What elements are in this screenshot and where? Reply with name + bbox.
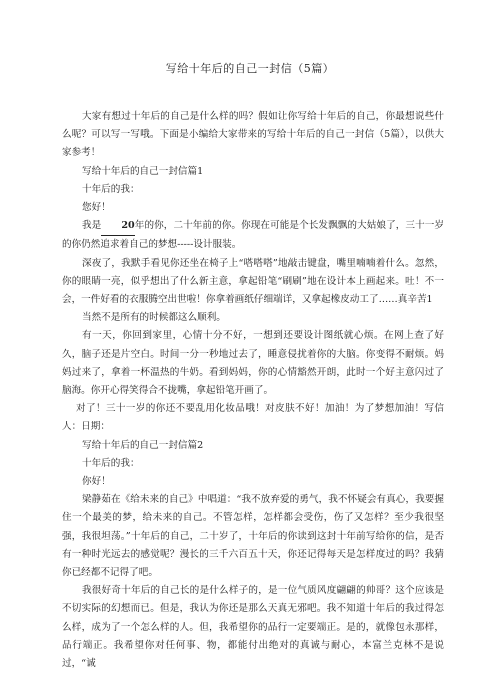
letter1-paragraph-3: 当然不是所有的时候都这么顺利。 <box>82 312 226 324</box>
letter2-greeting: 你好！ <box>82 476 111 488</box>
letter1-greeting: 您好！ <box>82 202 111 214</box>
letter1-paragraph-5: 对了！三十一岁的你还不要乱用化妆品哦！对皮肤不好！加油！为了梦想加油！写信人：日期： <box>62 403 444 433</box>
letter2-salutation: 十年后的我： <box>82 457 140 469</box>
letter1-paragraph-1 <box>62 217 444 254</box>
year-blank: 20 <box>101 217 134 236</box>
letter1-paragraph-2: 深夜了，我默手看见你还坐在椅子上“嗒嗒嗒”地敲击键盘，嘴里喃喃着什么。忽然，你的眼睛一亮，似乎想出了什么新主意，拿起铅笔“刷刷”地在设计本上画起来。吐！不一会，一件好看的衣服腾空出世啦！你拿着画纸仔细端详，又拿起橡皮动工了……真辛苦1 <box>62 257 444 306</box>
letter1-paragraph-4: 有一天，你回到家里，心情十分不好，一想到还要设计图纸就心烦。在网上查了好久，脑子还是片空白。时间一分一秒地过去了，睡意侵扰着你的大脑。你变得不耐烦。妈妈过来了，拿着一杯温热的牛奶。看到妈妈，你的心情豁然开朗，此时一个好主意闪过了脑海。你开心得笑得合不拢嘴，拿起铅笔开画了。 <box>62 330 444 397</box>
letter1-salutation: 十年后的我： <box>82 183 140 195</box>
intro-paragraph: 大家有想过十年后的自己是什么样的吗？假如让你写给十年后的自己，你最想说些什么呢？可以写一写哦。下面是小编给大家带来的写给十年后的自己一封信（5篇），以供大家参考！ <box>62 111 444 159</box>
letter1-p1-after: 年的你，二十年前的你。你现在可能是个长发飘飘的大姑娘了，三十一岁的你仍然追求着自己的梦想-----设计服装。 <box>62 220 445 251</box>
letter2-paragraph-2: 我很好奇十年后的自己长的是什么样子的，是一位气质风度翩翩的帅哥？这个应该是不切实际的幻想而已。但是，我认为你还是那么天真无邪吧。我不知道十年后的我过得怎么样，成为了一个怎么样的人。但，我希望你的品行一定要端正。是的，就像包永那样，品行端正。我希望你对任何事、物，都能付出绝对的真诚与耐心，本富兰克林不是说过，“诚 <box>62 585 444 670</box>
document-body <box>62 108 444 673</box>
letter2-heading: 写给十年后的自己一封信篇2 <box>82 439 204 451</box>
letter2-paragraph-1: 梁静茹在《给未来的自己》中唱道：“我不放弃爱的勇气，我不怀疑会有真心，我要握住一个最美的梦，给未来的自己。不管怎样，怎样都会受伤，伤了又怎样？至少我很坚强，我很坦荡。”十年后的自己，二十岁了，十年后的你读到这封十年前写给你的信，是否有一种时光远去的感觉呢？漫长的三千六百五十天，你还记得每天是怎样度过的吗？我猜你已经都不记得了吧。 <box>62 494 444 579</box>
letter1-heading: 写给十年后的自己一封信篇1 <box>82 165 204 177</box>
letter1-p1-before: 我是 <box>82 220 102 232</box>
document-title: 写给十年后的自己一封信（5篇） <box>165 62 335 75</box>
